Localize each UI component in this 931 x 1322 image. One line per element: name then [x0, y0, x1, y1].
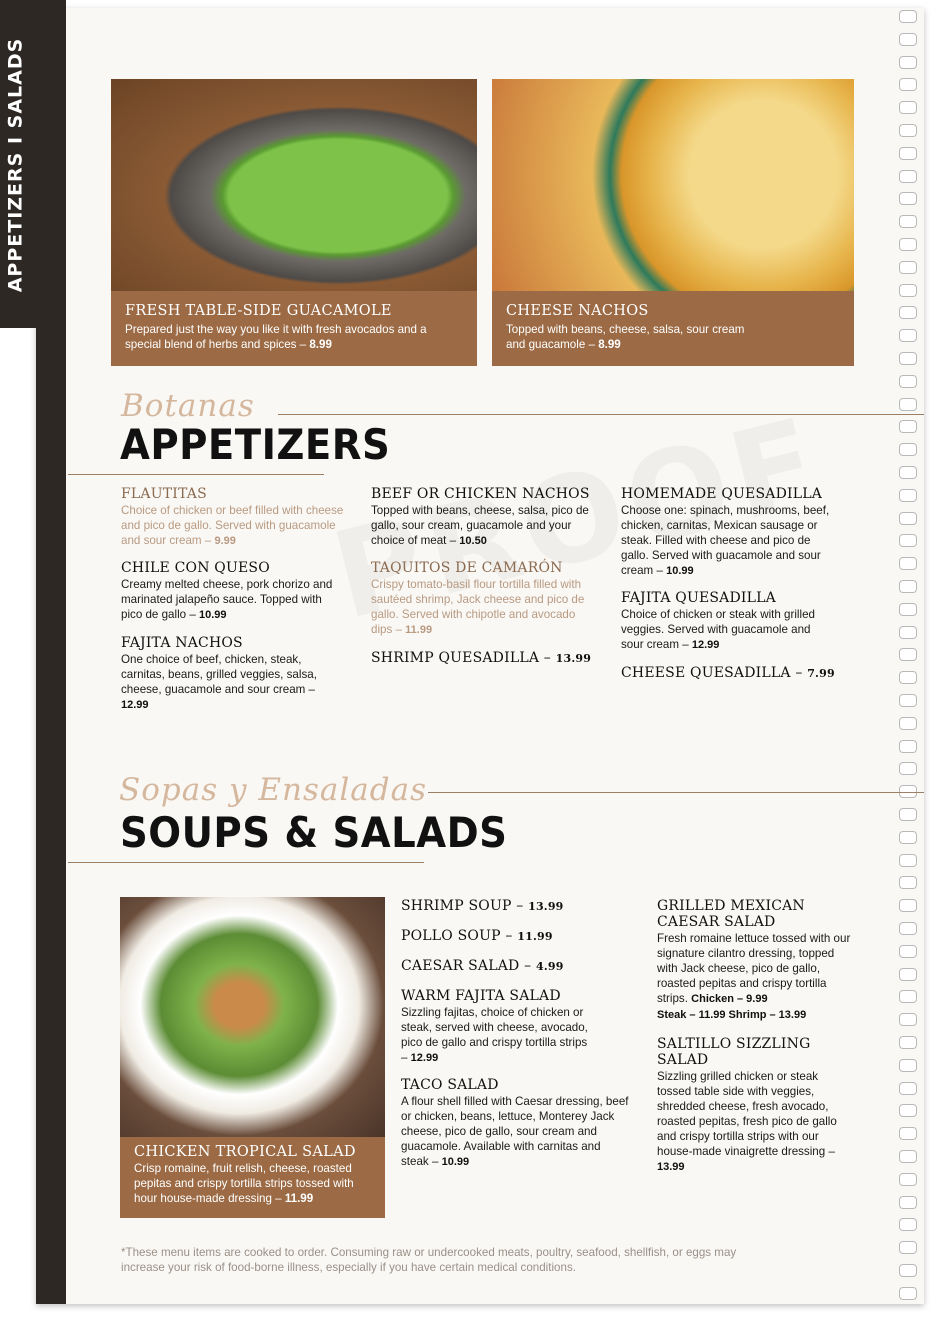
- binder-ring: [899, 831, 917, 844]
- appetizers-title: APPETIZERS: [120, 420, 391, 469]
- item-desc: Sizzling grilled chicken or steak tossed table side with veggies, shredded cheese, fresh avocado, roasted pepitas, fresh pico de gallo and crispy tortilla strips with our house-made vinaigrette dressing – 13.99: [657, 1070, 837, 1173]
- binder-ring: [899, 762, 917, 775]
- guacamole-caption: [111, 291, 477, 366]
- appetizers-script-title: Botanas: [121, 388, 255, 424]
- binder-ring: [899, 626, 917, 639]
- item-name: CHILE CON QUESO: [121, 560, 270, 576]
- binder-ring: [899, 420, 917, 433]
- item-name: HOMEMADE QUESADILLA: [621, 486, 823, 502]
- binder-ring: [899, 968, 917, 981]
- binder-ring: [899, 922, 917, 935]
- menu-item: [121, 486, 351, 549]
- binder-ring: [899, 534, 917, 547]
- allergy-footnote: *These menu items are cooked to order. Consuming raw or undercooked meats, poultry, seafood, shellfish, or eggs may increase your risk of food-borne illness, especially if you have certain medical conditions.: [121, 1246, 737, 1274]
- binder-ring: [899, 261, 917, 274]
- binder-ring: [899, 1218, 917, 1231]
- binder-ring: [899, 1104, 917, 1117]
- binder-ring: [899, 580, 917, 593]
- binder-ring: [899, 33, 917, 46]
- binder-ring: [899, 1036, 917, 1049]
- binder-ring: [899, 512, 917, 525]
- binder-ring: [899, 284, 917, 297]
- item-desc: Crispy tomato-basil flour tortilla filled with sautéed shrimp, Jack cheese and pico de gallo. Served with chipotle and avocado dips – 11.99: [371, 578, 585, 636]
- menu-item: [371, 560, 593, 638]
- item-desc: Creamy melted cheese, pork chorizo and marinated jalapeño sauce. Topped with pico de gallo – 10.99: [121, 578, 333, 621]
- binder-ring: [899, 443, 917, 456]
- soups-title: SOUPS & SALADS: [120, 808, 508, 857]
- chicken-salad-photo: [120, 897, 385, 1137]
- item-desc: One choice of beef, chicken, steak, carnitas, beans, grilled veggies, salsa, cheese, guacamole and sour cream – 12.99: [121, 653, 317, 711]
- binder-rings: [899, 10, 917, 1310]
- item-name: SHRIMP SOUP – 13.99: [401, 898, 564, 914]
- binder-ring: [899, 740, 917, 753]
- binder-ring: [899, 1013, 917, 1026]
- divider: [278, 414, 924, 415]
- binder-ring: [899, 1150, 917, 1163]
- menu-item: [401, 898, 641, 915]
- binder-ring: [899, 945, 917, 958]
- feature-desc: Topped with beans, cheese, salsa, sour cream and guacamole – 8.99: [506, 323, 745, 351]
- binder-ring: [899, 1264, 917, 1277]
- binder-ring: [899, 124, 917, 137]
- soups-script-title: Sopas y Ensaladas: [119, 772, 427, 808]
- feature-title: CHICKEN TROPICAL SALAD: [134, 1144, 356, 1160]
- binder-ring: [899, 1196, 917, 1209]
- item-name: FLAUTITAS: [121, 486, 207, 502]
- spine-strip: [36, 0, 66, 1304]
- feature-title: CHEESE NACHOS: [506, 303, 649, 319]
- menu-item: [401, 1077, 629, 1170]
- feature-desc: Prepared just the way you like it with fresh avocados and a special blend of herbs and spices – 8.99: [125, 323, 427, 351]
- binder-ring: [899, 1082, 917, 1095]
- binder-ring: [899, 215, 917, 228]
- binder-ring: [899, 329, 917, 342]
- menu-item: [371, 650, 611, 667]
- binder-ring: [899, 352, 917, 365]
- item-desc: Topped with beans, cheese, salsa, pico de gallo, sour cream, guacamole and your choice of meat – 10.50: [371, 504, 589, 547]
- item-desc: Sizzling fajitas, choice of chicken or steak, served with cheese, avocado, pico de gallo and crispy tortilla strips – 12.99: [401, 1006, 588, 1064]
- binder-ring: [899, 899, 917, 912]
- item-name: CHEESE QUESADILLA – 7.99: [621, 665, 835, 681]
- salad-caption: [120, 1137, 385, 1218]
- binder-ring: [899, 876, 917, 889]
- binder-ring: [899, 489, 917, 502]
- item-desc: Fresh romaine lettuce tossed with our signature cilantro dressing, topped with Jack cheese, pico de gallo, roasted pepitas and crispy tortilla strips. Chicken – 9.99 Steak – 11.99 Shrimp – 13.99: [657, 932, 851, 1021]
- menu-item: [401, 988, 596, 1066]
- binder-ring: [899, 192, 917, 205]
- menu-item: [121, 635, 326, 713]
- binder-ring: [899, 808, 917, 821]
- item-desc: Choose one: spinach, mushrooms, beef, chicken, carnitas, Mexican sausage or steak. Filled with cheese and pico de gallo. Served with guacamole and sour cream – 10.99: [621, 504, 830, 577]
- menu-item: [621, 665, 861, 682]
- menu-item: [371, 486, 593, 549]
- item-name: CAESAR SALAD – 4.99: [401, 958, 564, 974]
- item-name: FAJITA QUESADILLA: [621, 590, 776, 606]
- binder-ring: [899, 1127, 917, 1140]
- binder-ring: [899, 147, 917, 160]
- binder-ring: [899, 170, 917, 183]
- divider: [428, 792, 924, 793]
- nachos-photo: [492, 79, 854, 291]
- feature-title: FRESH TABLE-SIDE GUACAMOLE: [125, 303, 392, 319]
- binder-ring: [899, 648, 917, 661]
- binder-ring: [899, 1059, 917, 1072]
- divider: [68, 474, 324, 475]
- binder-ring: [899, 238, 917, 251]
- binder-ring: [899, 1241, 917, 1254]
- item-name: WARM FAJITA SALAD: [401, 988, 561, 1004]
- menu-item: [621, 486, 833, 579]
- menu-item: [621, 590, 826, 653]
- item-name: TACO SALAD: [401, 1077, 499, 1093]
- item-desc: Choice of chicken or beef filled with cheese and pico de gallo. Served with guacamole and sour cream – 9.99: [121, 504, 344, 547]
- binder-ring: [899, 375, 917, 388]
- tab-label: APPETIZERS I SALADS: [4, 37, 26, 293]
- binder-ring: [899, 854, 917, 867]
- menu-item: [401, 958, 641, 975]
- item-desc: Choice of chicken or steak with grilled veggies. Served with guacamole and sour cream – 12.99: [621, 608, 815, 651]
- item-name: POLLO SOUP – 11.99: [401, 928, 553, 944]
- item-name: TAQUITOS DE CAMARÓN: [371, 560, 563, 576]
- feature-desc: Crisp romaine, fruit relish, cheese, roasted pepitas and crispy tortilla strips tossed with hour house-made dressing – 11.99: [134, 1162, 354, 1205]
- item-name: BEEF OR CHICKEN NACHOS: [371, 486, 590, 502]
- menu-item: [121, 560, 336, 623]
- binder-ring: [899, 990, 917, 1003]
- binder-ring: [899, 101, 917, 114]
- divider: [68, 862, 424, 863]
- binder-ring: [899, 717, 917, 730]
- nachos-caption: [492, 291, 854, 366]
- binder-ring: [899, 398, 917, 411]
- binder-ring: [899, 466, 917, 479]
- binder-ring: [899, 671, 917, 684]
- item-name: SHRIMP QUESADILLA – 13.99: [371, 650, 592, 666]
- binder-ring: [899, 56, 917, 69]
- binder-ring: [899, 603, 917, 616]
- binder-ring: [899, 78, 917, 91]
- binder-ring: [899, 306, 917, 319]
- binder-ring: [899, 10, 917, 23]
- binder-ring: [899, 557, 917, 570]
- item-name: GRILLED MEXICAN CAESAR SALAD: [657, 898, 805, 930]
- item-desc: A flour shell filled with Caesar dressing, beef or chicken, beans, lettuce, Monterey Jack cheese, pico de gallo, sour cream and guacamole. Available with carnitas and steak – 10.99: [401, 1095, 629, 1168]
- menu-item: [657, 898, 857, 1023]
- guacamole-photo: [111, 79, 477, 291]
- menu-item: [657, 1036, 847, 1175]
- menu-item: [401, 928, 641, 945]
- binder-ring: [899, 694, 917, 707]
- binder-ring: [899, 1173, 917, 1186]
- binder-ring: [899, 1287, 917, 1300]
- item-name: SALTILLO SIZZLING SALAD: [657, 1036, 811, 1068]
- item-name: FAJITA NACHOS: [121, 635, 243, 651]
